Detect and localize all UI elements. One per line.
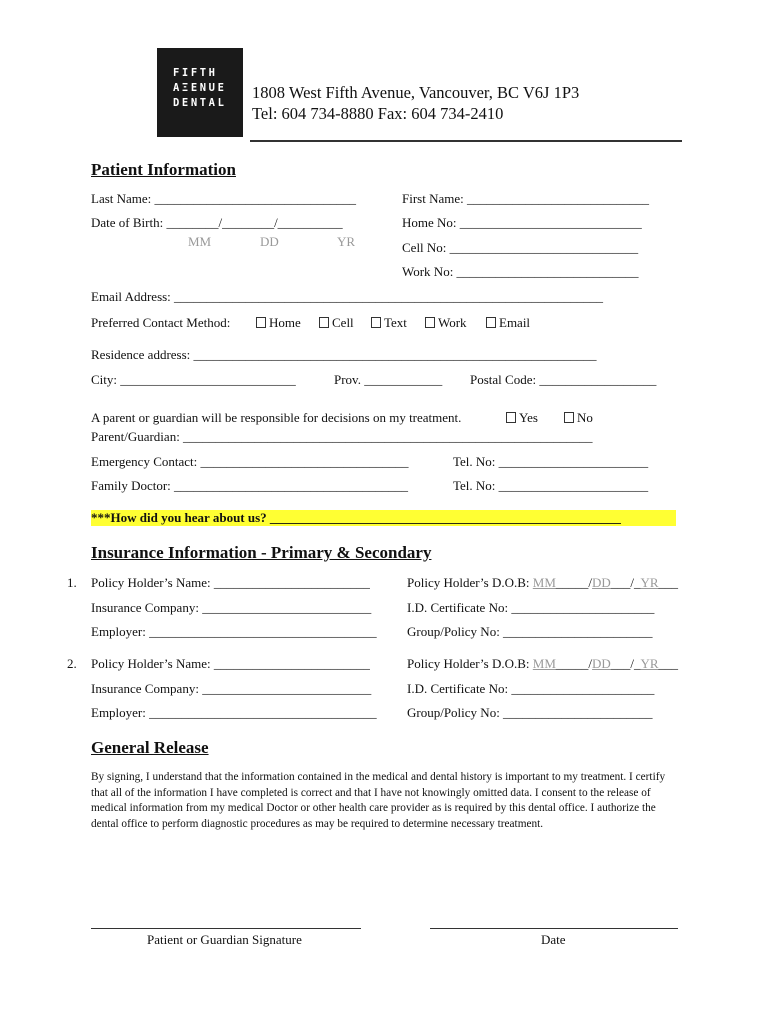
city-field[interactable]: City: ___________________________ — [91, 372, 296, 387]
family-doctor-field[interactable]: Family Doctor: ____________________________________ — [91, 478, 409, 493]
doctor-tel-field[interactable]: Tel. No: _______________________ — [453, 478, 649, 493]
how-did-you-hear-field[interactable]: ***How did you hear about us? ______________________________________________________ — [91, 510, 676, 526]
emergency-contact-field[interactable]: Emergency Contact: ________________________________ — [91, 454, 409, 469]
guardian-yes-option[interactable]: Yes — [506, 410, 538, 426]
preferred-contact-label: Preferred Contact Method: — [91, 315, 231, 330]
dob-dd-hint: DD — [260, 234, 279, 249]
checkbox-icon[interactable] — [425, 317, 435, 328]
guardian-no-option[interactable]: No — [564, 410, 593, 426]
release-paragraph: By signing, I understand that the information contained in the medical and dental history is important to my treatment. I certify that all of the information I have completed is correct and that I have not knowingly omitted data. I consent to the release of medical information from my medical Doctor or other health care provider as is required by this dental office. I authorize the dental office to perform diagnostic procedures as may be required to determine necessary treatment. — [91, 771, 666, 830]
checkbox-icon[interactable] — [319, 317, 329, 328]
fifth-avenue-dental-logo: FIFTH AΞENUE DENTAL — [157, 48, 243, 137]
home-phone-field[interactable]: Home No: ____________________________ — [402, 215, 642, 230]
dob-mm-hint: MM — [532, 575, 556, 590]
date-line[interactable] — [430, 928, 678, 929]
id-certificate-field[interactable]: I.D. Certificate No: ______________________ — [407, 600, 655, 615]
clinic-address: 1808 West Fifth Avenue, Vancouver, BC V6J 1P3 — [252, 83, 580, 102]
date-of-birth-field[interactable]: Date of Birth: ________/________/__________ — [91, 215, 343, 230]
checkbox-icon[interactable] — [371, 317, 381, 328]
policy-holder-name-field[interactable]: Policy Holder’s Name: ________________________ — [91, 575, 370, 590]
dob-yr-hint: YR — [337, 234, 356, 249]
cell-phone-field[interactable]: Cell No: _____________________________ — [402, 240, 639, 255]
header-divider — [250, 140, 682, 142]
group-policy-field[interactable]: Group/Policy No: _______________________ — [407, 624, 653, 639]
dob-dd-hint: DD — [592, 656, 611, 671]
policy-holder-dob-field[interactable]: Policy Holder’s D.O.B: MM_____/DD___/_YR___ — [407, 656, 679, 671]
general-release-heading: General Release — [91, 738, 209, 757]
checkbox-icon[interactable] — [506, 412, 516, 423]
employer-field[interactable]: Employer: ___________________________________ — [91, 624, 377, 639]
first-name-field[interactable]: First Name: ____________________________ — [402, 191, 649, 206]
signature-line[interactable] — [91, 928, 361, 929]
policy-holder-dob-field[interactable]: Policy Holder’s D.O.B: MM_____/DD___/_YR___ — [407, 575, 679, 590]
dob-mm-hint: MM — [188, 234, 212, 249]
clinic-phone-fax: Tel: 604 734-8880 Fax: 604 734-2410 — [252, 104, 504, 123]
contact-option-work[interactable]: Work — [425, 315, 467, 331]
contact-option-text[interactable]: Text — [371, 315, 407, 331]
date-label: Date — [541, 932, 566, 947]
dob-yr-hint: YR — [640, 575, 659, 590]
email-address-field[interactable]: Email Address: __________________________________________________________________ — [91, 289, 604, 304]
residence-address-field[interactable]: Residence address: ______________________________________________________________ — [91, 347, 597, 362]
dob-dd-hint: DD — [592, 575, 611, 590]
patient-information-heading: Patient Information — [91, 160, 236, 179]
signature-label: Patient or Guardian Signature — [147, 932, 302, 947]
last-name-field[interactable]: Last Name: _______________________________ — [91, 191, 357, 206]
group-policy-field[interactable]: Group/Policy No: _______________________ — [407, 705, 653, 720]
checkbox-icon[interactable] — [564, 412, 574, 423]
insurance-entry-number: 1. — [67, 575, 77, 590]
employer-field[interactable]: Employer: ___________________________________ — [91, 705, 377, 720]
dob-mm-hint: MM — [532, 656, 556, 671]
insurance-company-field[interactable]: Insurance Company: __________________________ — [91, 600, 372, 615]
id-certificate-field[interactable]: I.D. Certificate No: ______________________ — [407, 681, 655, 696]
emergency-tel-field[interactable]: Tel. No: _______________________ — [453, 454, 649, 469]
contact-option-home[interactable]: Home — [256, 315, 301, 331]
contact-option-cell[interactable]: Cell — [319, 315, 354, 331]
dob-yr-hint: YR — [640, 656, 659, 671]
checkbox-icon[interactable] — [256, 317, 266, 328]
checkbox-icon[interactable] — [486, 317, 496, 328]
contact-option-email[interactable]: Email — [486, 315, 530, 331]
insurance-company-field[interactable]: Insurance Company: __________________________ — [91, 681, 372, 696]
insurance-entry-number: 2. — [67, 656, 77, 671]
province-field[interactable]: Prov. ____________ — [334, 372, 443, 387]
policy-holder-name-field[interactable]: Policy Holder’s Name: ________________________ — [91, 656, 370, 671]
parent-guardian-field[interactable]: Parent/Guardian: _______________________________________________________________ — [91, 429, 593, 444]
guardian-question: A parent or guardian will be responsible for decisions on my treatment. — [91, 410, 462, 425]
work-phone-field[interactable]: Work No: ____________________________ — [402, 264, 639, 279]
postal-code-field[interactable]: Postal Code: __________________ — [470, 372, 657, 387]
insurance-information-heading: Insurance Information - Primary & Secondary — [91, 543, 432, 562]
